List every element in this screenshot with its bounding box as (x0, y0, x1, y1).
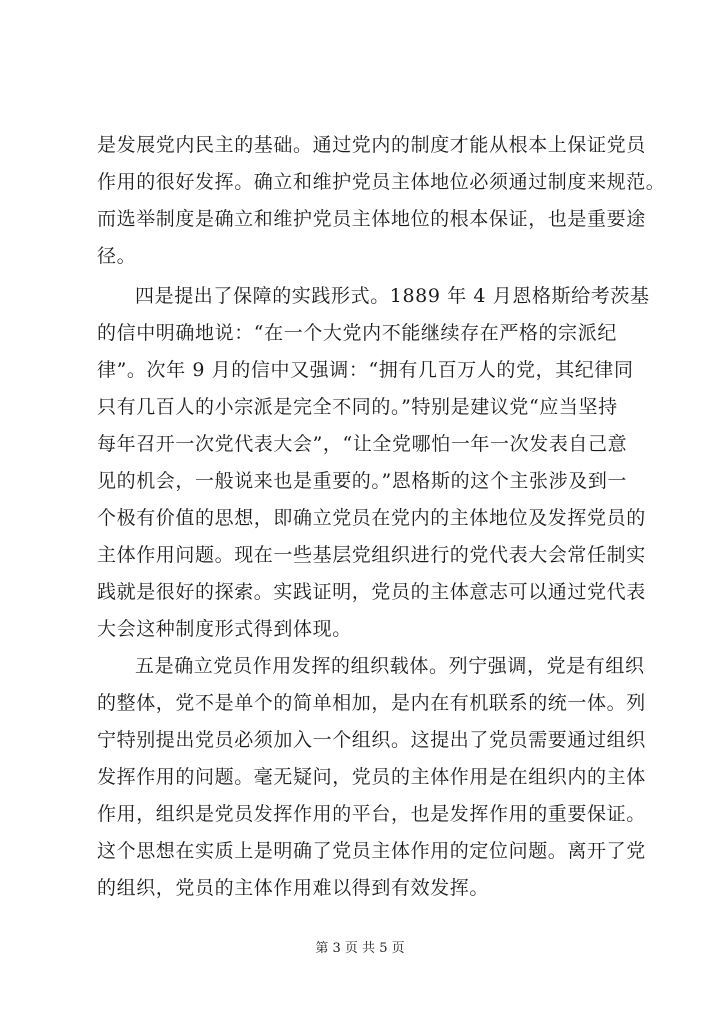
paragraph-start-line: 五是确立党员作用发挥的组织载体。列宁强调，党是有组织 (135, 655, 645, 677)
text-line: 践就是很好的探索。实践证明，党员的主体意志可以通过党代表 (97, 581, 646, 603)
text-line: 每年召开一次党代表大会”，“让全党哪怕一年一次发表自己意 (97, 433, 628, 455)
text-line: 只有几百人的小宗派是完全不同的。”特别是建议党“应当坚持 (97, 396, 618, 418)
text-line: 的组织，党员的主体作用难以得到有效发挥。 (97, 877, 490, 899)
text-line: 的信中明确地说：“在一个大党内不能继续存在严格的宗派纪 (97, 322, 617, 344)
text-line: 这个思想在实质上是明确了党员主体作用的定位问题。离开了党 (97, 840, 646, 862)
page-number-footer: 第 3 页 共 5 页 (315, 941, 405, 956)
text-line: 律”。次年 9 月的信中又强调：“拥有几百万人的党，其纪律同 (97, 359, 634, 381)
paragraph-start-line: 四是提出了保障的实践形式。1889 年 4 月恩格斯给考茨基 (135, 285, 650, 307)
text-line: 的整体，党不是单个的简单相加，是内在有机联系的统一体。列 (97, 692, 646, 714)
text-line: 是发展党内民主的基础。通过党内的制度才能从根本上保证党员 (97, 134, 646, 156)
text-line: 大会这种制度形式得到体现。 (97, 618, 352, 640)
text-line: 径。 (97, 245, 137, 267)
text-line: 作用的很好发挥。确立和维护党员主体地位必须通过制度来规范。 (97, 171, 666, 193)
text-line: 主体作用问题。现在一些基层党组织进行的党代表大会常任制实 (97, 544, 646, 566)
text-line: 发挥作用的问题。毫无疑问，党员的主体作用是在组织内的主体 (97, 766, 646, 788)
text-line: 作用，组织是党员发挥作用的平台，也是发挥作用的重要保证。 (97, 803, 646, 825)
text-line: 而选举制度是确立和维护党员主体地位的根本保证，也是重要途 (97, 208, 646, 230)
text-line: 宁特别提出党员必须加入一个组织。这提出了党员需要通过组织 (97, 729, 646, 751)
text-line: 见的机会，一般说来也是重要的。”恩格斯的这个主张涉及到一 (97, 470, 628, 492)
text-line: 个极有价值的思想，即确立党员在党内的主体地位及发挥党员的 (97, 507, 646, 529)
